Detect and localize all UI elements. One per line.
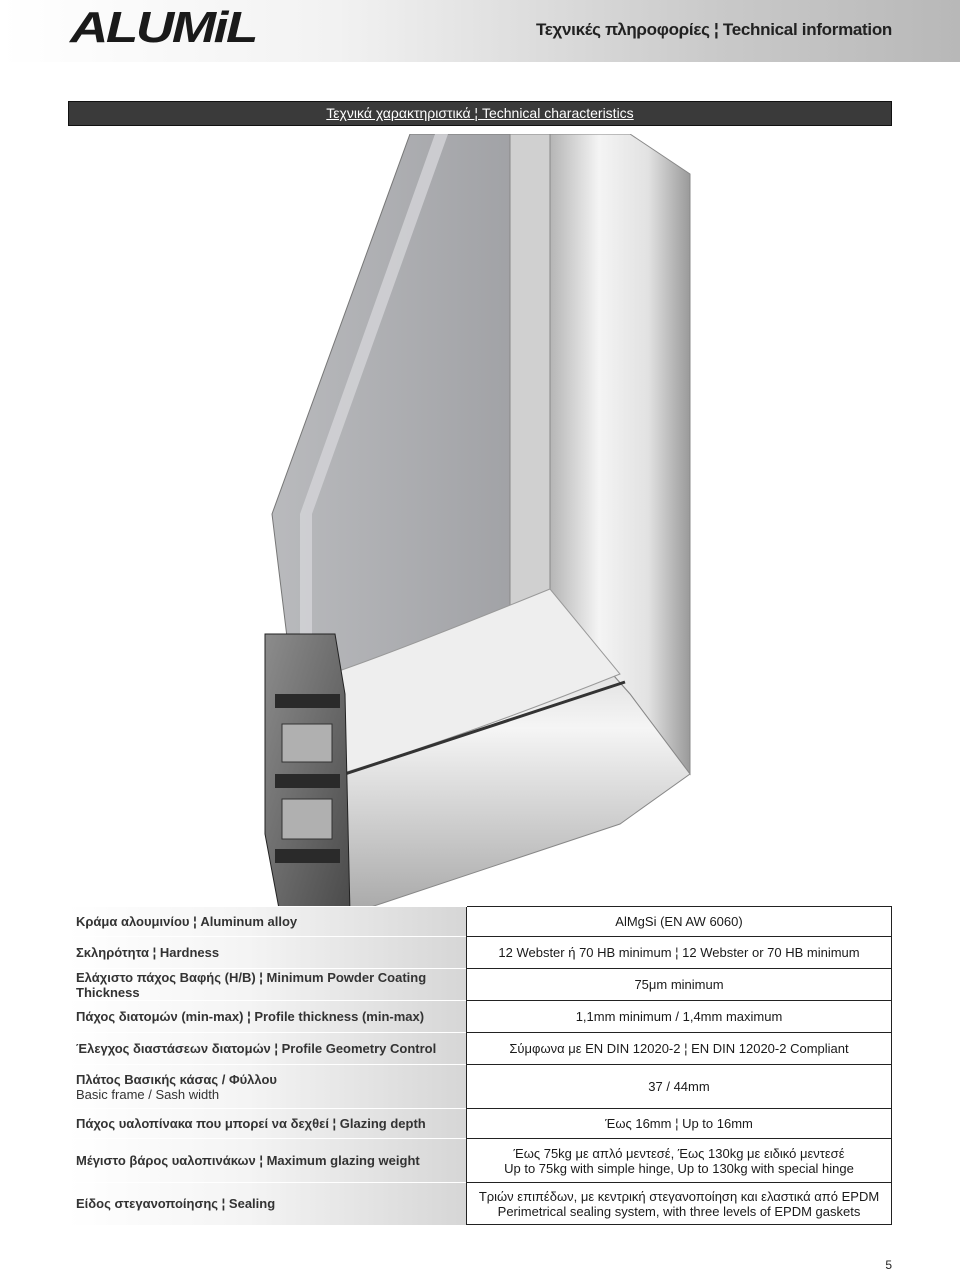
thermal-break-1 (275, 694, 340, 708)
header-title: Τεχνικές πληροφορίες ¦ Technical information (535, 20, 892, 39)
section-title: Τεχνικά χαρακτηριστικά ¦ Technical characteristics (68, 101, 892, 126)
spec-value-main: Τριών επιπέδων, με κεντρική στεγανοποίηση και ελαστικά από EPDM (478, 1188, 880, 1204)
sash-vertical (510, 134, 550, 634)
spec-label: Σκληρότητα ¦ Hardness (68, 937, 467, 969)
spec-row (68, 969, 892, 1001)
spec-value-sub: Perimetrical sealing system, with three levels of EPDM gaskets (497, 1203, 861, 1219)
spec-row (68, 937, 892, 969)
spec-label: Ελάχιστο πάχος Βαφής (H/B) ¦ Minimum Powder Coating Thickness (68, 969, 467, 1001)
spec-row (68, 1183, 892, 1225)
spec-value (467, 1183, 892, 1225)
spec-value: Σύμφωνα με EN DIN 12020-2 ¦ EN DIN 12020-2 Compliant (467, 1033, 892, 1065)
spec-row (68, 1139, 892, 1183)
spec-label: Έλεγχος διαστάσεων διατομών ¦ Profile Geometry Control (68, 1033, 467, 1065)
window-profile-illustration (220, 134, 720, 920)
spec-label: Είδος στεγανοποίησης ¦ Sealing (68, 1183, 467, 1225)
spec-label: Κράμα αλουμινίου ¦ Aluminum alloy (68, 907, 467, 937)
spec-table (68, 906, 892, 1225)
alumil-logo (68, 6, 260, 46)
spec-label-main: Πλάτος Βασικής κάσας / Φύλλου (76, 1071, 277, 1087)
spec-value: 37 / 44mm (467, 1065, 892, 1109)
spec-row (68, 1001, 892, 1033)
spec-label (68, 1065, 467, 1109)
chamber-2 (282, 799, 332, 839)
thermal-break-3 (275, 849, 340, 863)
spec-label: Μέγιστο βάρος υαλοπινάκων ¦ Maximum glazing weight (68, 1139, 467, 1183)
header-band (0, 0, 960, 62)
spec-value (467, 1139, 892, 1183)
spec-row (68, 907, 892, 937)
spec-value-sub: Up to 75kg with simple hinge, Up to 130kg with special hinge (504, 1160, 854, 1176)
spec-label: Πάχος διατομών (min-max) ¦ Profile thickness (min-max) (68, 1001, 467, 1033)
spec-label: Πάχος υαλοπίνακα που μπορεί να δεχθεί ¦ Glazing depth (68, 1109, 467, 1139)
thermal-break-2 (275, 774, 340, 788)
spec-value: Έως 16mm ¦ Up to 16mm (467, 1109, 892, 1139)
spec-value-main: Έως 75kg με απλό μεντεσέ, Έως 130kg με ειδικό μεντεσέ (513, 1145, 845, 1161)
spec-value: 12 Webster ή 70 HB minimum ¦ 12 Webster or 70 HB minimum (467, 937, 892, 969)
spec-value: 1,1mm minimum / 1,4mm maximum (467, 1001, 892, 1033)
spec-label-sub: Basic frame / Sash width (76, 1086, 220, 1102)
page-number: 5 (885, 1258, 892, 1272)
chamber-1 (282, 724, 332, 762)
spec-value: AlMgSi (EN AW 6060) (467, 907, 892, 937)
spec-row (68, 1065, 892, 1109)
svg-text:ALUMiL: ALUMiL (68, 6, 257, 46)
spec-value: 75μm minimum (467, 969, 892, 1001)
spec-row (68, 1109, 892, 1139)
spec-row (68, 1033, 892, 1065)
